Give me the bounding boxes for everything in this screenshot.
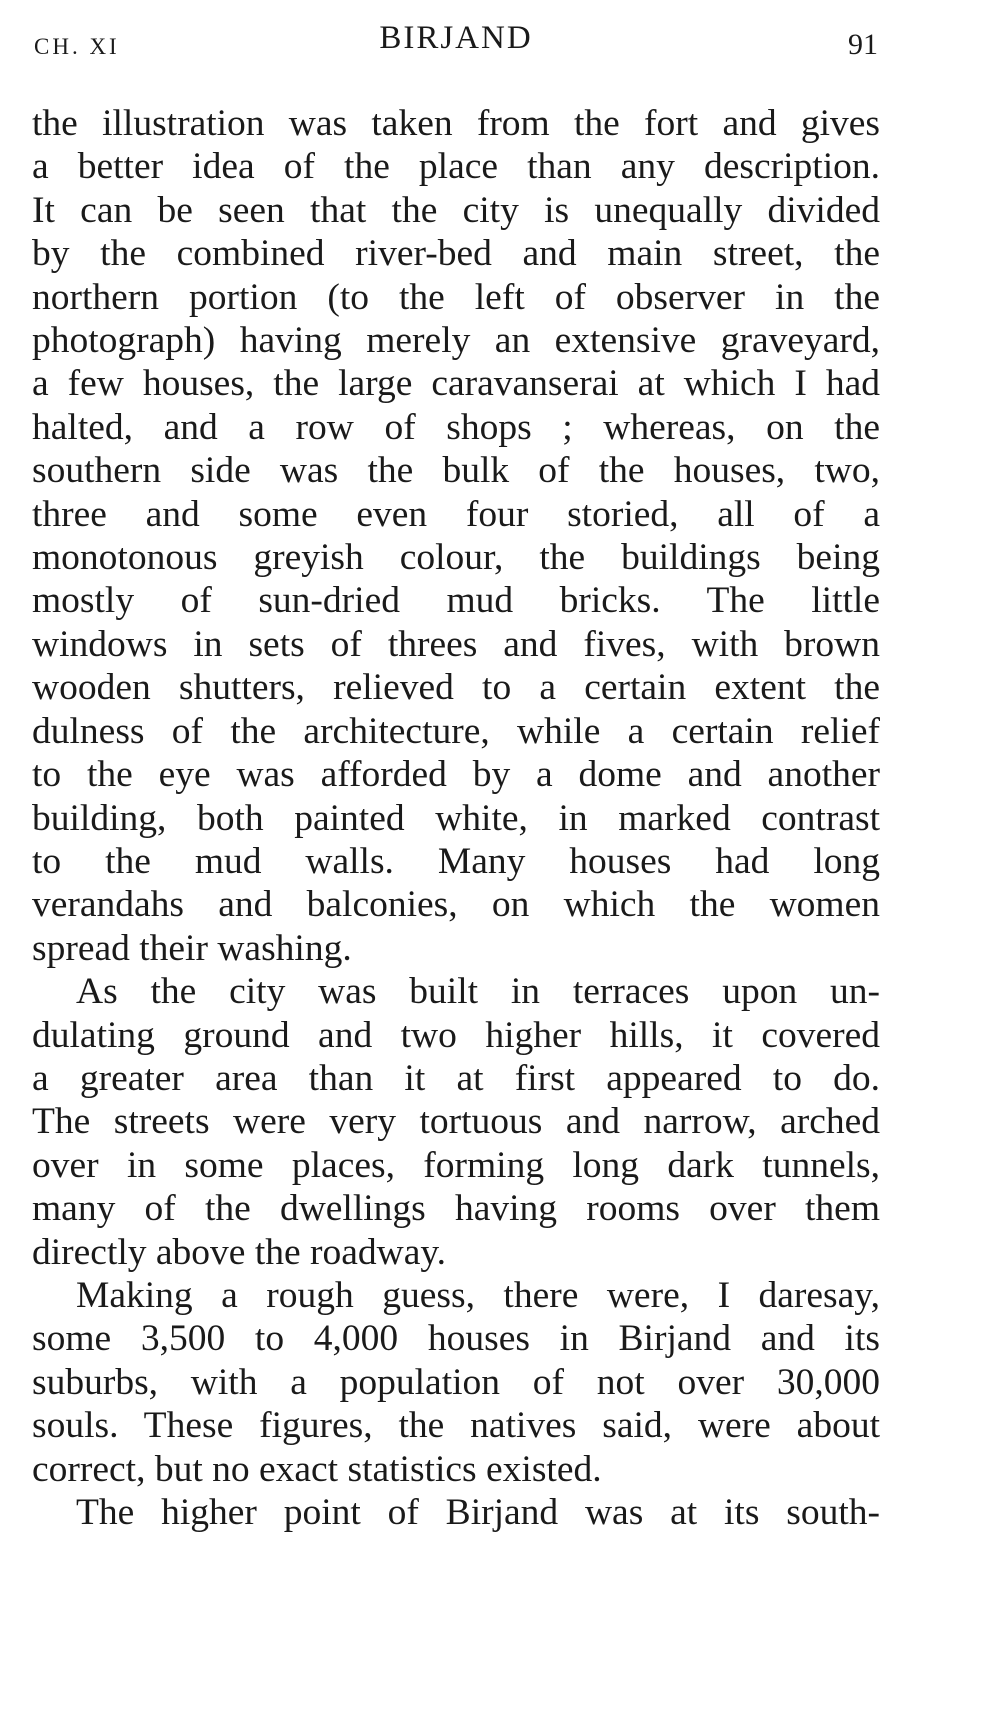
text-line: halted, and a row of shops ; whereas, on the [32,406,880,448]
text-line: directly above the roadway. [32,1231,447,1273]
text-line: by the combined river-bed and main street, the [32,233,880,275]
text-line: building, both painted white, in marked contrast [32,797,880,839]
text-line: windows in sets of threes and fives, with brown [32,623,880,665]
text-line: The higher point of Birjand was at its south- [76,1492,880,1533]
text-line: mostly of sun-dried mud bricks. The little [32,580,880,622]
text-line: northern portion (to the left of observer in the [32,276,880,318]
paragraph-3 [32,1274,880,1491]
paragraph-4 [32,1491,880,1534]
text-line: over in some places, forming long dark tunnels, [32,1144,880,1186]
paragraph-1 [32,102,880,970]
text-line: a few houses, the large caravanserai at which I had [32,363,880,405]
text-line: to the mud walls. Many houses had long [32,840,880,882]
text-line: It can be seen that the city is unequally divided [32,189,880,231]
text-line: dulating ground and two higher hills, it covered [32,1014,880,1056]
text-line: a better idea of the place than any description. [32,146,880,188]
text-line: the illustration was taken from the fort and gives [32,103,880,144]
body-text [32,102,880,1534]
text-line: As the city was built in terraces upon un- [76,971,880,1013]
text-line: correct, but no exact statistics existed. [32,1448,602,1490]
text-line: many of the dwellings having rooms over them [32,1188,880,1230]
chapter-label: CH. XI [34,34,120,59]
text-line: to the eye was afforded by a dome and another [32,754,880,796]
text-line: a greater area than it at first appeared to do. [32,1057,880,1099]
page-number: 91 [848,28,878,61]
text-line: three and some even four storied, all of a [32,493,880,535]
text-line: verandahs and balconies, on which the women [32,884,880,926]
text-line: The streets were very tortuous and narrow, arched [32,1101,880,1143]
text-line: Making a rough guess, there were, I daresay, [76,1274,880,1316]
text-line: monotonous greyish colour, the buildings being [32,537,880,579]
text-line: suburbs, with a population of not over 30,000 [32,1361,880,1403]
text-line: souls. These figures, the natives said, were about [32,1405,880,1447]
running-title: BIRJAND [379,20,533,56]
text-line: wooden shutters, relieved to a certain extent the [32,667,880,709]
book-page [32,18,880,1534]
text-line: photograph) having merely an extensive graveyard, [32,320,880,362]
text-line: some 3,500 to 4,000 houses in Birjand and its [32,1318,880,1360]
text-line: spread their washing. [32,927,352,969]
text-line: southern side was the bulk of the houses, two, [32,450,880,492]
running-head [32,18,880,70]
text-line: dulness of the architecture, while a certain relief [32,710,880,752]
paragraph-2 [32,970,880,1274]
